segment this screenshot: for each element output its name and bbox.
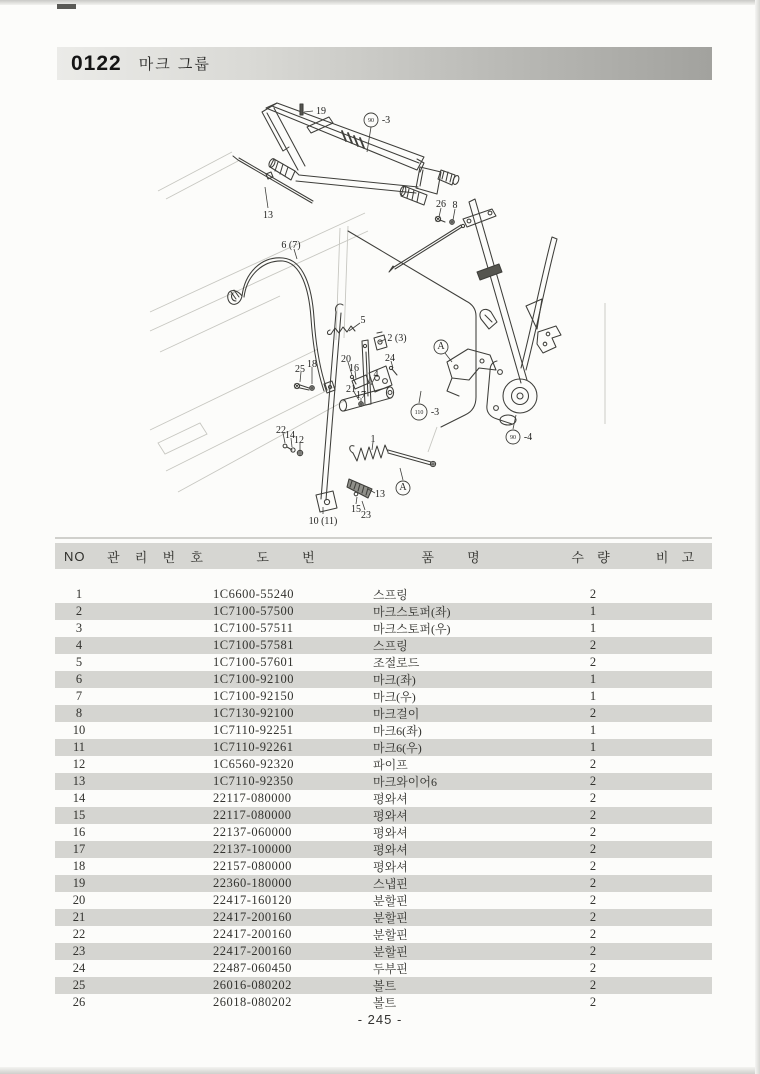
cell-dwg: 22487-060450	[213, 960, 292, 975]
callout-25	[295, 364, 305, 382]
svg-text:23: 23	[361, 510, 371, 521]
cell-qty: 2	[589, 790, 597, 805]
callout-A	[396, 468, 410, 495]
table-row	[55, 790, 712, 807]
hub-assembly	[447, 326, 561, 425]
cell-no: 26	[72, 994, 86, 1009]
parts-table-body	[55, 586, 712, 1011]
right-tube-assembly	[463, 199, 557, 383]
cell-no: 25	[55, 977, 103, 994]
callout-1011	[309, 507, 338, 527]
svg-text:110: 110	[414, 410, 424, 417]
table-row	[55, 773, 712, 790]
svg-text:21: 21	[346, 384, 356, 395]
cell-note	[643, 841, 712, 858]
cell-qty: 2	[589, 960, 597, 975]
cell-note	[643, 875, 712, 892]
cell-mgmt	[103, 841, 213, 858]
header-spacer	[55, 569, 712, 586]
callout-17	[356, 390, 366, 402]
svg-text:90: 90	[510, 435, 516, 442]
cell-no: 22	[72, 926, 86, 941]
cell-name: 파이프	[373, 757, 408, 772]
callout-19	[304, 106, 326, 117]
cell-name: 스프링	[373, 587, 408, 602]
callout-26	[436, 199, 446, 217]
cell-dwg: 22417-200160	[213, 943, 373, 960]
cell-dwg: 1C6600-55240	[213, 586, 294, 601]
cell-qty: 2	[589, 586, 597, 601]
callout-24	[385, 353, 395, 368]
callout-23	[379, 333, 407, 344]
svg-text:12: 12	[294, 435, 304, 446]
cell-dwg: 22117-080000	[213, 807, 373, 824]
table-row	[55, 943, 712, 960]
table-row	[55, 841, 712, 858]
callout-110	[411, 391, 439, 420]
cell-mgmt	[103, 875, 213, 892]
cell-dwg: 22137-100000	[213, 841, 373, 858]
table-row	[55, 892, 712, 909]
cell-dwg: 22360-180000	[213, 875, 373, 892]
background-lines	[150, 152, 605, 492]
cell-qty: 1	[543, 739, 643, 756]
cell-qty: 2	[589, 994, 597, 1009]
cell-no: 6	[55, 671, 103, 688]
svg-text:19: 19	[316, 106, 326, 117]
cell-no: 15	[55, 807, 103, 824]
cell-dwg: 1C7100-57581	[213, 637, 373, 654]
cell-name: 분할핀	[373, 927, 408, 942]
column-header-note: 비 고	[643, 543, 712, 569]
cell-note	[643, 892, 712, 909]
cell-note	[643, 790, 712, 807]
cell-no: 8	[55, 705, 103, 722]
cell-note	[643, 671, 712, 688]
cell-mgmt	[103, 977, 213, 994]
cell-dwg: 1C7100-57500	[213, 603, 373, 620]
cell-mgmt	[103, 943, 213, 960]
cell-name: 볼트	[373, 977, 543, 994]
cell-mgmt	[103, 722, 213, 739]
cell-name: 평와셔	[373, 807, 543, 824]
cell-dwg: 26016-080202	[213, 977, 373, 994]
cell-note	[643, 620, 712, 637]
svg-text:90: 90	[368, 118, 374, 125]
cell-mgmt	[103, 807, 213, 824]
svg-text:14: 14	[285, 430, 295, 441]
table-row	[55, 722, 712, 739]
callout-1	[371, 434, 376, 450]
cell-note	[643, 637, 712, 654]
cell-mgmt	[103, 909, 213, 926]
table-row	[55, 807, 712, 824]
cell-mgmt	[103, 654, 213, 671]
cell-note	[643, 756, 712, 773]
table-row	[55, 637, 712, 654]
body-outline	[348, 231, 476, 427]
table-row	[55, 688, 712, 705]
cell-qty: 1	[543, 603, 643, 620]
cell-qty: 2	[543, 773, 643, 790]
cell-note	[643, 654, 712, 671]
cell-name: 마크(우)	[373, 689, 416, 704]
svg-text:20: 20	[341, 354, 351, 365]
cell-name: 두부핀	[373, 961, 408, 976]
table-row	[55, 994, 712, 1011]
cell-qty: 2	[543, 841, 643, 858]
table-row	[55, 824, 712, 841]
cell-dwg: 22417-200160	[213, 909, 373, 926]
svg-text:26: 26	[436, 199, 446, 210]
svg-text:18: 18	[307, 359, 317, 370]
cell-dwg: 1C7110-92261	[213, 739, 373, 756]
rod-part-13	[233, 156, 313, 203]
cell-note	[643, 926, 712, 943]
cell-mgmt	[103, 756, 213, 773]
cell-no: 14	[72, 790, 86, 805]
cell-note	[643, 909, 712, 926]
cell-name: 마크(좌)	[373, 671, 543, 688]
cell-no: 19	[55, 875, 103, 892]
svg-text:8: 8	[452, 200, 458, 211]
table-row	[55, 603, 712, 620]
cell-dwg: 1C7100-57511	[213, 620, 294, 635]
column-header-dwg: 도 번	[213, 543, 373, 569]
parts-table-section	[55, 537, 712, 1011]
cell-qty: 2	[589, 926, 597, 941]
cell-name: 마크스토퍼(우)	[373, 621, 451, 636]
svg-text:24: 24	[385, 353, 395, 364]
cell-mgmt	[103, 858, 213, 875]
cell-dwg: 22157-080000	[213, 858, 292, 873]
section-title: 마크 그룹	[138, 56, 211, 73]
table-row	[55, 909, 712, 926]
cell-dwg: 22117-080000	[213, 790, 292, 805]
cell-mgmt	[103, 688, 213, 705]
cell-no: 24	[72, 960, 86, 975]
callout-12	[294, 435, 304, 450]
column-header-qty: 수 량	[543, 543, 643, 569]
table-row	[55, 926, 712, 943]
cell-qty: 1	[589, 620, 597, 635]
cell-dwg: 1C7110-92251	[213, 722, 294, 737]
cell-mgmt	[103, 603, 213, 620]
cell-mgmt	[103, 790, 213, 807]
cell-qty: 2	[589, 858, 597, 873]
cell-note	[643, 994, 712, 1011]
table-row	[55, 671, 712, 688]
column-header-no: NO	[55, 543, 103, 569]
svg-text:-4: -4	[523, 432, 533, 443]
cell-qty: 1	[589, 722, 597, 737]
callout-67	[281, 240, 300, 259]
table-row	[55, 739, 712, 756]
table-top-rule	[55, 537, 712, 539]
cell-qty: 2	[543, 807, 643, 824]
cell-mgmt	[103, 739, 213, 756]
cell-name: 마크스토퍼(좌)	[373, 603, 543, 620]
cell-no: 13	[55, 773, 103, 790]
cell-name: 마크걸이	[373, 705, 543, 722]
callout-13	[263, 187, 273, 221]
cell-note	[643, 807, 712, 824]
callout-90	[364, 113, 390, 152]
cell-qty: 2	[589, 756, 597, 771]
cell-note	[643, 739, 712, 756]
svg-text:4: 4	[373, 369, 379, 380]
cell-no: 10	[72, 722, 86, 737]
cell-no: 20	[72, 892, 86, 907]
table-row	[55, 654, 712, 671]
svg-text:16: 16	[349, 363, 359, 374]
cell-no: 4	[55, 637, 103, 654]
svg-text:6 (7): 6 (7)	[281, 240, 301, 251]
adjust-rod	[389, 216, 465, 272]
cell-note	[643, 858, 712, 875]
lever-assembly	[283, 304, 436, 512]
cell-no: 5	[75, 654, 83, 669]
cell-dwg: 22137-060000	[213, 824, 292, 839]
table-row	[55, 705, 712, 722]
cell-name: 평와셔	[373, 825, 408, 840]
cell-name: 평와셔	[373, 841, 543, 858]
table-header-row	[55, 543, 712, 569]
callout-15	[351, 497, 361, 515]
cell-note	[643, 977, 712, 994]
callout-layer	[263, 106, 532, 527]
cell-qty: 2	[543, 943, 643, 960]
table-row	[55, 858, 712, 875]
svg-text:22: 22	[276, 425, 286, 436]
svg-text:A: A	[437, 341, 445, 353]
svg-text:-3: -3	[381, 115, 391, 126]
callout-90	[506, 415, 532, 444]
section-code: 0122	[71, 51, 122, 75]
cell-dwg: 1C7110-92350	[213, 773, 373, 790]
svg-text:13: 13	[263, 210, 273, 221]
cell-note	[643, 705, 712, 722]
table-row	[55, 960, 712, 977]
svg-text:15: 15	[351, 504, 361, 515]
cell-mgmt	[103, 773, 213, 790]
cell-name: 스냅핀	[373, 875, 543, 892]
cell-mgmt	[103, 994, 213, 1011]
cell-name: 분할핀	[373, 943, 543, 960]
cell-qty: 2	[543, 705, 643, 722]
column-header-name: 품 명	[373, 543, 543, 569]
cell-note	[643, 722, 712, 739]
cell-no: 1	[75, 586, 83, 601]
cell-dwg: 1C7100-92100	[213, 671, 373, 688]
callout-5	[349, 315, 366, 331]
cell-note	[643, 824, 712, 841]
cell-dwg: 1C7100-57601	[213, 654, 294, 669]
cell-qty: 2	[543, 637, 643, 654]
cell-name: 평와셔	[373, 859, 408, 874]
callout-18	[307, 359, 317, 384]
callout-23	[361, 501, 371, 521]
callout-8	[453, 200, 458, 220]
cell-qty: 2	[589, 824, 597, 839]
cell-qty: 1	[543, 671, 643, 688]
column-header-mgmt: 관 리 번 호	[103, 543, 213, 569]
cell-no: 7	[75, 688, 83, 703]
cell-qty: 2	[543, 977, 643, 994]
parts-table	[55, 543, 712, 1011]
cell-no: 21	[55, 909, 103, 926]
cell-no: 11	[55, 739, 103, 756]
cell-note	[643, 688, 712, 705]
cell-dwg: 26018-080202	[213, 994, 292, 1009]
table-row	[55, 586, 712, 603]
svg-text:A: A	[399, 482, 407, 494]
cell-no: 2	[55, 603, 103, 620]
cell-no: 18	[72, 858, 86, 873]
cell-name: 분할핀	[373, 909, 543, 926]
cell-qty: 2	[589, 892, 597, 907]
cell-dwg: 22417-200160	[213, 926, 292, 941]
cell-name: 마크6(우)	[373, 739, 543, 756]
table-row	[55, 756, 712, 773]
callout-13	[368, 489, 385, 500]
svg-text:1: 1	[370, 434, 376, 445]
cell-no: 3	[75, 620, 83, 635]
cell-qty: 2	[589, 654, 597, 669]
cell-note	[643, 603, 712, 620]
cell-note	[643, 943, 712, 960]
svg-text:5: 5	[360, 315, 366, 326]
svg-text:10 (11): 10 (11)	[308, 516, 338, 527]
cell-mgmt	[103, 705, 213, 722]
table-row	[55, 875, 712, 892]
table-row	[55, 977, 712, 994]
cell-no: 17	[55, 841, 103, 858]
cell-mgmt	[103, 824, 213, 841]
cell-mgmt	[103, 586, 213, 603]
callout-A	[434, 340, 452, 362]
cell-dwg: 1C7130-92100	[213, 705, 373, 722]
cell-name: 마크와이어6	[373, 773, 543, 790]
cell-name: 볼트	[373, 995, 397, 1010]
svg-text:17: 17	[356, 390, 366, 401]
cell-name: 스프링	[373, 637, 543, 654]
cell-dwg: 22417-160120	[213, 892, 292, 907]
cell-mgmt	[103, 637, 213, 654]
cell-mgmt	[103, 892, 213, 909]
svg-text:2 (3): 2 (3)	[387, 333, 407, 344]
cell-note	[643, 773, 712, 790]
cell-name: 평와셔	[373, 791, 408, 806]
cell-qty: 1	[589, 688, 597, 703]
cell-note	[643, 960, 712, 977]
cell-no: 12	[72, 756, 86, 771]
footer-page-number: - 245 -	[357, 1012, 403, 1027]
cell-no: 16	[72, 824, 86, 839]
table-row	[55, 620, 712, 637]
cell-mgmt	[103, 926, 213, 943]
cell-dwg: 1C6560-92320	[213, 756, 294, 771]
cell-no: 23	[55, 943, 103, 960]
svg-text:25: 25	[295, 364, 305, 375]
cell-name: 마크6(좌)	[373, 723, 422, 738]
cell-dwg: 1C7100-92150	[213, 688, 294, 703]
cell-name: 조절로드	[373, 655, 420, 670]
cell-name: 분할핀	[373, 893, 408, 908]
cell-mgmt	[103, 671, 213, 688]
cell-mgmt	[103, 960, 213, 977]
wire-assembly	[228, 258, 335, 393]
cell-qty: 2	[543, 909, 643, 926]
cell-qty: 2	[543, 875, 643, 892]
svg-text:-3: -3	[430, 407, 440, 418]
svg-text:13: 13	[375, 489, 385, 500]
cell-mgmt	[103, 620, 213, 637]
cell-note	[643, 586, 712, 603]
top-frame	[262, 103, 460, 205]
